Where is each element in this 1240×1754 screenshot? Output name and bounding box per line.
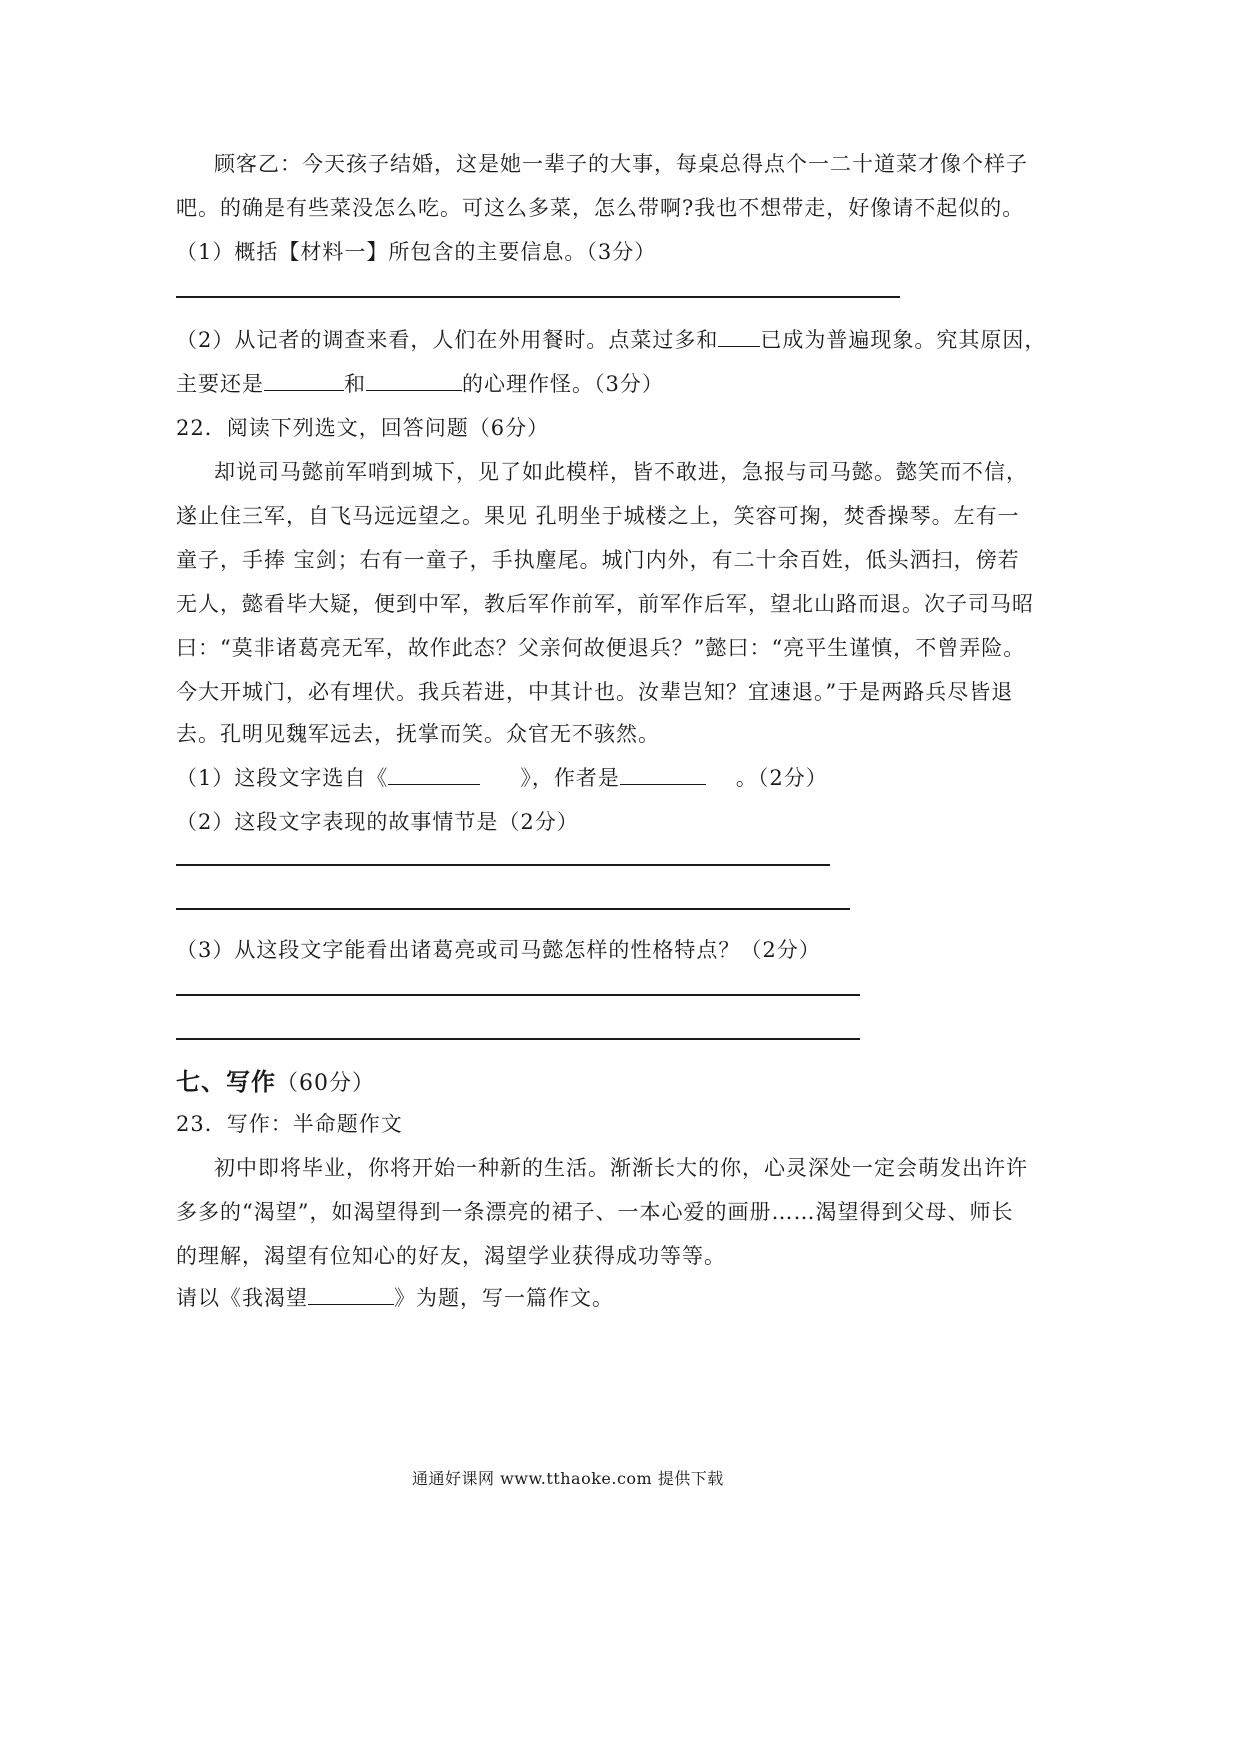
q21-sub2-text-a: （2）从记者的调查来看，人们在外用餐时。点菜过多和 [176, 328, 719, 352]
passage-line: 遂止住三军，自飞马远远望之。果见 孔明坐于城楼之上，笑容可掬，焚香操琴。左有一 [176, 504, 1020, 528]
q21-sub2-text-b: 已成为普遍现象。究其原因， [760, 328, 1047, 352]
q21-sub2-text-c: 主要还是 [176, 372, 264, 396]
q21-sub2-text-e: 的心理作怪。（3分） [462, 372, 664, 396]
q23-prompt-text-a: 请以《我渴望 [176, 1286, 308, 1310]
q22-sub1-text-a: （1）这段文字选自《 [176, 766, 389, 790]
q22-sub1 [176, 762, 828, 792]
fill-blank [718, 328, 760, 347]
section-7-title [176, 1062, 375, 1097]
q23-para-line: 初中即将毕业，你将开始一种新的生活。渐渐长大的你，心灵深处一定会萌发出许许 [214, 1156, 1028, 1180]
q22-sub1-text-c: 。（2分） [735, 766, 828, 790]
answer-line [176, 1038, 860, 1040]
q23-para-line: 多多的“渴望”，如渴望得到一条漂亮的裙子、一本心爱的画册……渴望得到父母、师长 [176, 1200, 1014, 1224]
q23-heading: 23．写作：半命题作文 [176, 1112, 403, 1136]
q21-sub2-text-d: 和 [344, 372, 366, 396]
passage-line: 去。孔明见魏军远去，抚掌而笑。众官无不骇然。 [176, 722, 660, 746]
passage-line: 童子，手捧 宝剑；右有一童子，手执麈尾。城门内外，有二十余百姓，低头洒扫，傍若 [176, 548, 1020, 572]
answer-line [176, 908, 850, 910]
q22-sub3: （3）从这段文字能看出诸葛亮或司马懿怎样的性格特点？（2分） [176, 938, 821, 962]
passage-line: 今大开城门，必有埋伏。我兵若进，中其计也。汝辈岂知？宜速退。”于是两路兵尽皆退 [176, 680, 1014, 704]
q21-sub2-line2 [176, 368, 664, 398]
section-7-points: （60分） [276, 1071, 375, 1096]
passage-line: 无人，懿看毕大疑，便到中军，教后军作前军，前军作后军，望北山路而退。次子司马昭 [176, 592, 1034, 616]
q23-prompt [176, 1282, 614, 1312]
answer-line [176, 994, 860, 996]
fill-blank [620, 766, 706, 785]
dialogue-line-2: 吧。的确是有些菜没怎么吃。可这么多菜，怎么带啊?我也不想带走，好像请不起似的。 [176, 196, 1025, 220]
passage-line: 却说司马懿前军哨到城下，见了如此模样，皆不敢进，急报与司马懿。懿笑而不信， [214, 460, 1028, 484]
dialogue-line-1: 顾客乙：今天孩子结婚，这是她一辈子的大事，每桌总得点个一二十道菜才像个样子 [214, 152, 1028, 176]
footer-credit: 通通好课网 www.tthaoke.com 提供下载 [412, 1469, 724, 1488]
q22-heading: 22．阅读下列选文，回答问题（6分） [176, 416, 550, 440]
q22-sub2: （2）这段文字表现的故事情节是（2分） [176, 810, 579, 834]
fill-blank [308, 1286, 394, 1305]
q23-prompt-text-b: 》为题，写一篇作文。 [394, 1286, 614, 1310]
answer-line [176, 296, 900, 298]
section-7-title-text: 七、写作 [176, 1067, 276, 1096]
q21-sub1: （1）概括【材料一】所包含的主要信息。（3分） [176, 240, 657, 264]
fill-blank [264, 372, 344, 391]
q22-sub1-text-b: 》，作者是 [520, 766, 620, 790]
fill-blank [366, 372, 462, 391]
q21-sub2-line1 [176, 324, 1046, 354]
answer-line [176, 864, 830, 866]
fill-blank [388, 766, 480, 785]
q23-para-line: 的理解，渴望有位知心的好友，渴望学业获得成功等等。 [176, 1244, 726, 1268]
passage-line: 曰：“莫非诸葛亮无军，故作此态？父亲何故便退兵？”懿曰：“亮平生谨慎，不曾弄险。 [176, 636, 1026, 660]
